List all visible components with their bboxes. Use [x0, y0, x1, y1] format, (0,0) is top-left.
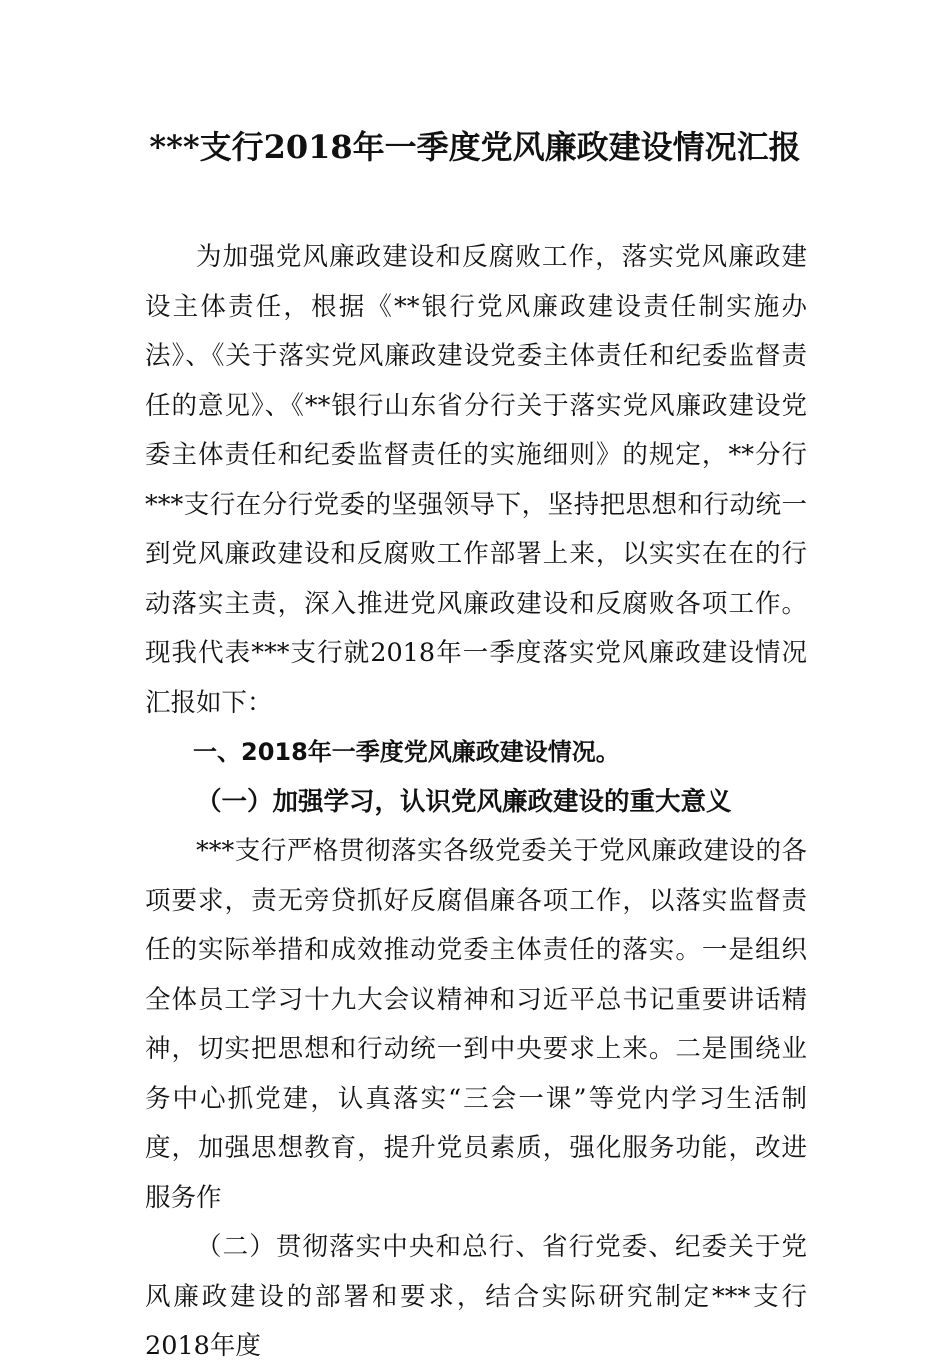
body-paragraph-1: ***支行严格贯彻落实各级党委关于党风廉政建设的各项要求，责无旁贷抓好反腐倡廉各项工作，以落实监督责任的实际举措和成效推动党委主体责任的落实。一是组织全体员工学习十九大会议精神和习近平总书记重要讲话精神，切实把思想和行动统一到中央要求上来。二是围绕业务中心抓党建，认真落实“三会一课”等党内学习生活制度，加强思想教育，提升党员素质，强化服务功能，改进服务作	[145, 836, 807, 1213]
document-title: ***支行2018年一季度党风廉政建设情况汇报	[149, 128, 801, 166]
body-paragraph-2: （二）贯彻落实中央和总行、省行党委、纪委关于党风廉政建设的部署和要求，结合实际研究制定***支行2018年度	[145, 1232, 807, 1361]
document-body	[145, 233, 807, 1372]
section-heading-1: 一、2018年一季度党风廉政建设情况。	[193, 738, 620, 766]
subsection-heading-1: （一）加强学习，认识党风廉政建设的重大意义	[196, 786, 732, 817]
intro-paragraph: 为加强党风廉政建设和反腐败工作，落实党风廉政建设主体责任，根据《**银行党风廉政建设责任制实施办法》、《关于落实党风廉政建设党委主体责任和纪委监督责任的意见》、《**银行山东省分行关于落实党风廉政建设党委主体责任和纪委监督责任的实施细则》的规定，**分行***支行在分行党委的坚强领导下，坚持把思想和行动统一到党风廉政建设和反腐败工作部署上来，以实实在在的行动落实主责，深入推进党风廉政建设和反腐败各项工作。现我代表***支行就2018年一季度落实党风廉政建设情况汇报如下：	[145, 242, 807, 718]
